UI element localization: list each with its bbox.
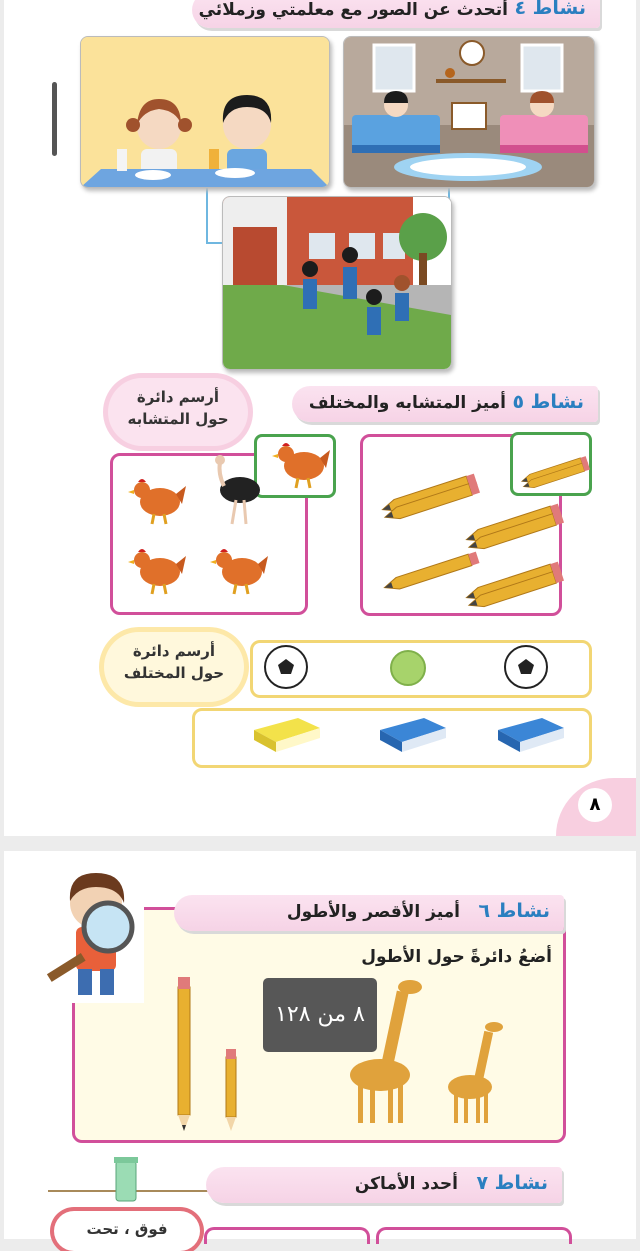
page-number: ٨ <box>578 788 612 822</box>
long-pencil <box>178 977 190 1131</box>
pencil-bundle-1 <box>381 474 480 523</box>
instruction-cloud-different <box>104 632 244 702</box>
activity-7-title: أحدد الأماكن <box>354 1174 458 1194</box>
activity-7-header <box>206 1167 562 1203</box>
activity-7-frame-edge-2 <box>376 1227 572 1244</box>
birds-illustration <box>110 434 340 610</box>
school-scene-image <box>222 196 452 370</box>
cloud-different-line1: أرسم دائرة <box>132 642 216 660</box>
hen-2 <box>128 549 186 594</box>
school-illustration <box>223 197 451 369</box>
page-number-tab <box>556 778 636 836</box>
soccer-ball-1 <box>265 646 307 688</box>
places-cloud <box>54 1211 200 1251</box>
tennis-ball <box>391 651 425 685</box>
activity-4-title: أتحدث عن الصور مع معلمتي وزملائي <box>198 0 508 20</box>
short-giraffe <box>448 1022 503 1123</box>
bedroom-illustration <box>344 37 594 187</box>
detective-boy-image <box>40 863 144 1003</box>
hen-1 <box>128 479 186 524</box>
pencils-comparison <box>164 969 254 1135</box>
bedroom-scene-image <box>343 36 595 188</box>
activity-5-header <box>292 386 598 422</box>
pencil-bundle-3 <box>465 562 564 611</box>
activity-5-number: نشاط ٥ <box>512 391 584 413</box>
cloud-similar-line1: أرسم دائرة <box>136 388 220 406</box>
pencils-illustration <box>360 432 596 612</box>
hen-reference <box>272 443 330 488</box>
activity-4-number: نشاط ٤ <box>514 0 586 19</box>
pencil-single <box>383 552 480 594</box>
short-pencil <box>226 1049 236 1131</box>
cloud-similar-line2: حول المتشابه <box>127 410 229 428</box>
activity-6-instruction: أضعُ دائرةً حول الأطول <box>361 947 552 967</box>
cup-icon <box>112 1153 142 1207</box>
activity-6-number: نشاط ٦ <box>478 900 550 922</box>
pencil-reference <box>520 456 590 491</box>
cloud-different-line2: حول المختلف <box>123 664 225 682</box>
activity-4-header <box>192 0 600 28</box>
page-indicator-overlay <box>263 978 377 1052</box>
breakfast-scene-image <box>80 36 330 188</box>
ostrich <box>215 455 260 524</box>
page-indicator-text: ٨ من ١٢٨ <box>275 1002 365 1027</box>
activity-7-frame-edge <box>204 1227 370 1244</box>
workbook-page-8 <box>4 0 636 836</box>
hen-3 <box>210 549 268 594</box>
activity-6-header <box>174 895 564 931</box>
places-cloud-text: فوق ، تحت <box>86 1220 168 1238</box>
books-row-illustration <box>192 708 592 768</box>
breakfast-illustration <box>81 37 329 187</box>
balls-row-illustration <box>250 640 590 696</box>
page-edge-mark <box>52 82 57 156</box>
pencil-bundle-2 <box>465 504 564 553</box>
blue-book-1 <box>380 718 446 752</box>
blue-book-2 <box>498 718 564 752</box>
activity-6-title: أميز الأقصر والأطول <box>286 902 460 922</box>
yellow-book <box>254 718 320 752</box>
activity-7-number: نشاط ٧ <box>476 1172 548 1194</box>
activity-5-title: أميز المتشابه والمختلف <box>308 393 506 413</box>
soccer-ball-2 <box>505 646 547 688</box>
